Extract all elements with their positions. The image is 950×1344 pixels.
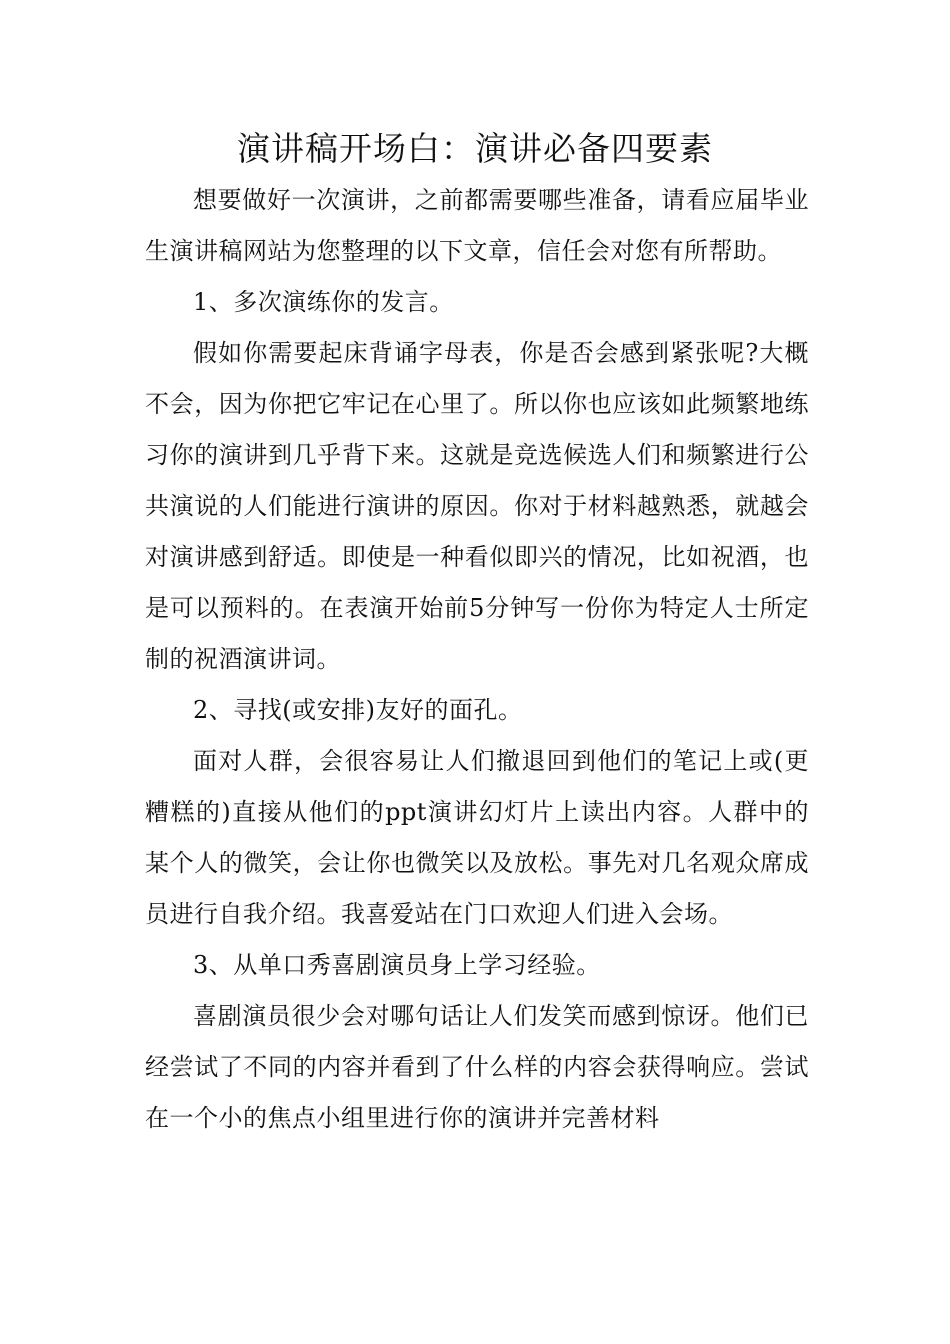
- section-paragraph-1: 假如你需要起床背诵字母表，你是否会感到紧张呢?大概不会，因为你把它牢记在心里了。所以你也应该如此频繁地练习你的演讲到几乎背下来。这就是竞选候选人们和频繁进行公共演说的人们能进行演讲的原因。你对于材料越熟悉，就越会对演讲感到舒适。即使是一种看似即兴的情况，比如祝酒，也是可以预料的。在表演开始前5分钟写一份你为特定人士所定制的祝酒演讲词。: [145, 339, 809, 673]
- section-heading-3: 3、从单口秀喜剧演员身上学习经验。: [193, 951, 601, 979]
- section-paragraph-3: 喜剧演员很少会对哪句话让人们发笑而感到惊讶。他们已经尝试了不同的内容并看到了什么样的内容会获得响应。尝试在一个小的焦点小组里进行你的演讲并完善材料: [145, 1002, 809, 1132]
- page-title: 演讲稿开场白：演讲必备四要素: [237, 129, 713, 168]
- section-heading-2: 2、寻找(或安排)友好的面孔。: [193, 696, 523, 724]
- intro-paragraph: 想要做好一次演讲，之前都需要哪些准备，请看应届毕业生演讲稿网站为您整理的以下文章，信任会对您有所帮助。: [145, 186, 809, 265]
- section-paragraph-2: 面对人群，会很容易让人们撤退回到他们的笔记上或(更糟糕的)直接从他们的ppt演讲幻灯片上读出内容。人群中的某个人的微笑，会让你也微笑以及放松。事先对几名观众席成员进行自我介绍。我喜爱站在门口欢迎人们进入会场。: [145, 747, 809, 928]
- document-body: [145, 175, 809, 1144]
- section-heading-1: 1、多次演练你的发言。: [193, 288, 454, 316]
